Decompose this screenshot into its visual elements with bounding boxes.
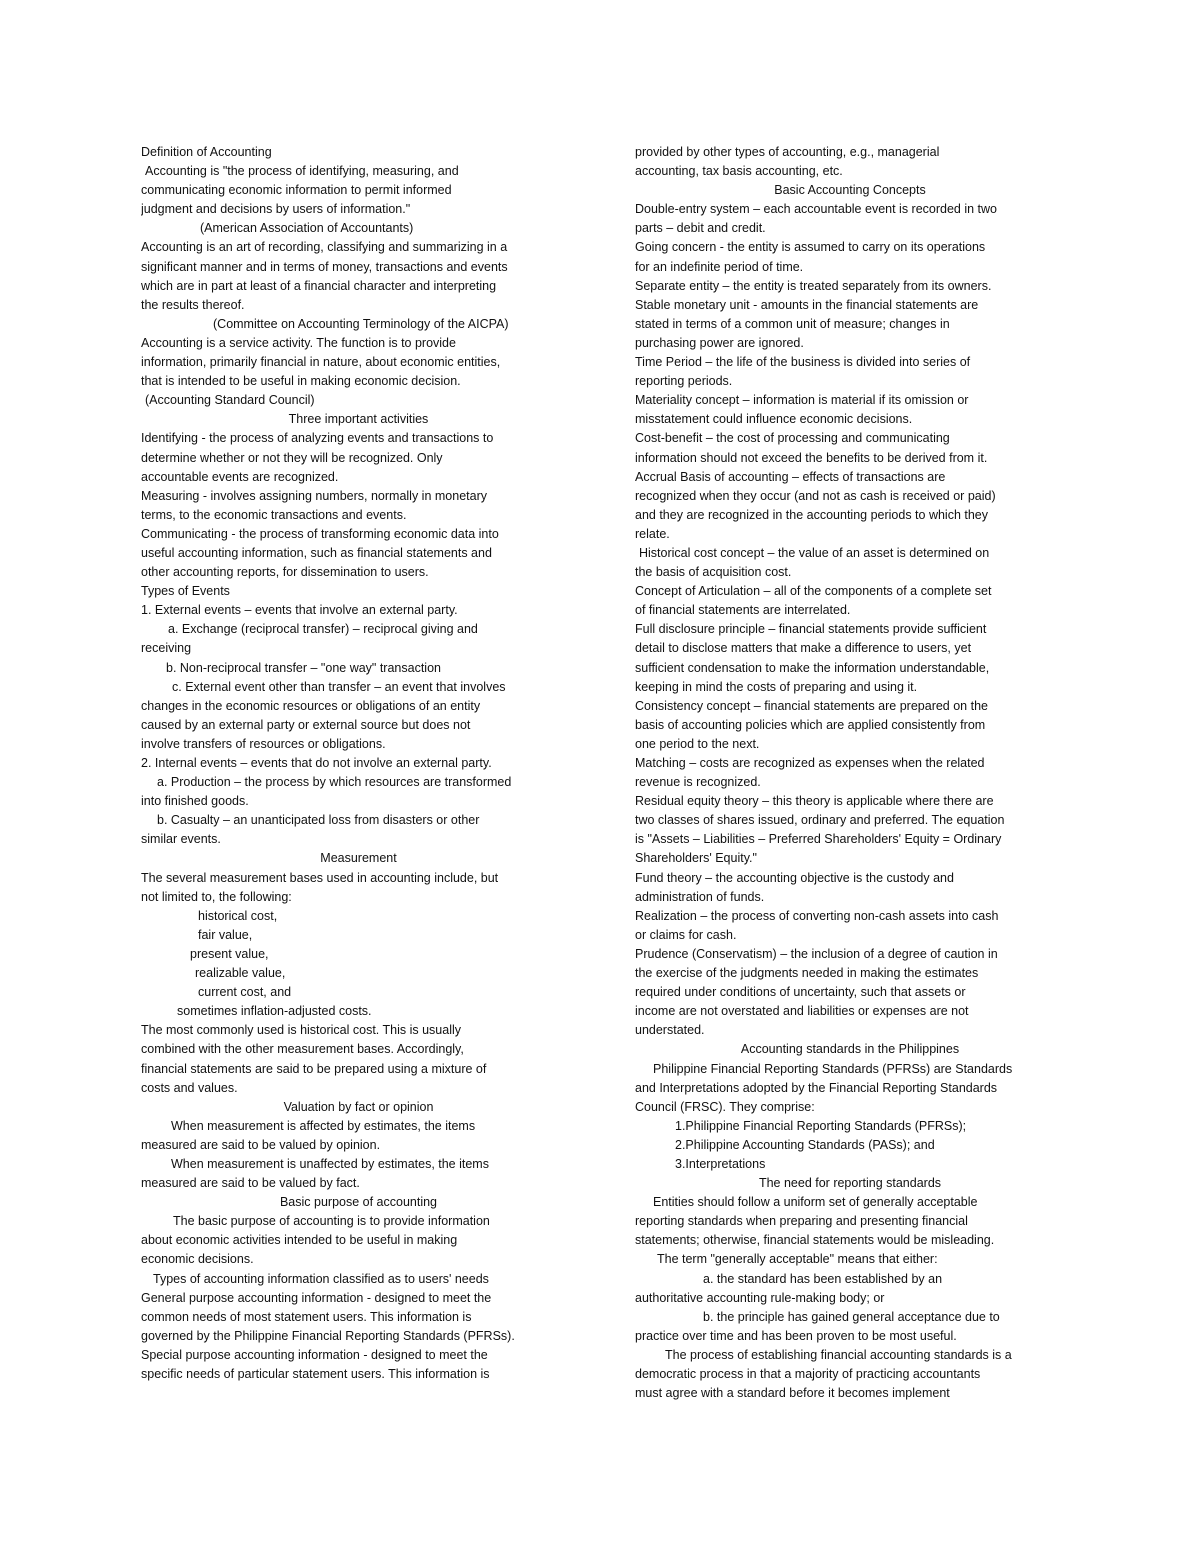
concept-definition: Historical cost concept – the value of an asset is determined on xyxy=(639,545,990,560)
text-line: specific needs of particular statement users. This information is xyxy=(141,1367,490,1381)
text-line: relate. xyxy=(635,526,670,541)
section-heading: Three important activities xyxy=(288,412,429,427)
concept-definition: Double-entry system – each accountable event is recorded in two xyxy=(635,202,997,217)
text-line: Measuring - involves assigning numbers, normally in monetary xyxy=(141,488,487,503)
text-line: The term "generally acceptable" means that either: xyxy=(657,1252,938,1267)
section-heading: Basic Accounting Concepts xyxy=(774,183,926,198)
list-item: sometimes inflation-adjusted costs. xyxy=(177,1004,372,1019)
text-line: judgment and decisions by users of information." xyxy=(141,202,411,217)
text-line: reporting standards when preparing and presenting financial xyxy=(635,1214,968,1229)
list-item: historical cost, xyxy=(198,908,278,923)
section-heading: Basic purpose of accounting xyxy=(279,1195,438,1210)
list-item: realizable value, xyxy=(195,966,286,981)
text-line: a. Exchange (reciprocal transfer) – reciprocal giving and xyxy=(168,622,478,637)
text-line: Communicating - the process of transforming economic data into xyxy=(141,526,499,541)
text-line: accounting, tax basis accounting, etc. xyxy=(635,164,843,179)
list-item: present value, xyxy=(190,946,269,961)
section-heading: Types of Events xyxy=(141,584,230,599)
text-line: is "Assets – Liabilities – Preferred Shareholders' Equity = Ordinary xyxy=(635,832,1002,847)
text-line: The basic purpose of accounting is to provide information xyxy=(173,1214,490,1229)
text-line: c. External event other than transfer – an event that involves xyxy=(172,679,506,694)
text-line: 2. Internal events – events that do not involve an external party. xyxy=(141,756,492,770)
text-line: practice over time and has been proven to be most useful. xyxy=(635,1328,957,1343)
concept-definition: Realization – the process of converting non-cash assets into cash xyxy=(635,908,999,923)
concept-definition: Fund theory – the accounting objective is the custody and xyxy=(635,870,954,885)
concept-definition: Prudence (Conservatism) – the inclusion of a degree of caution in xyxy=(635,946,998,961)
concept-definition: Accrual Basis of accounting – effects of transactions are xyxy=(635,469,946,484)
text-line: and Interpretations adopted by the Financial Reporting Standards xyxy=(635,1080,998,1095)
text-line: involve transfers of resources or obligations. xyxy=(141,736,386,751)
text-line: accountable events are recognized. xyxy=(141,469,339,484)
section-heading: The need for reporting standards xyxy=(758,1176,942,1191)
text-line: authoritative accounting rule-making body; or xyxy=(635,1290,885,1305)
text-line: measured are said to be valued by fact. xyxy=(141,1176,360,1191)
text-line: of financial statements are interrelated. xyxy=(635,603,851,618)
text-line: the exercise of the judgments needed in making the estimates xyxy=(635,966,979,981)
text-line: one period to the next. xyxy=(635,736,760,751)
citation: (American Association of Accountants) xyxy=(200,221,414,236)
text-line: Accounting is an art of recording, classifying and summarizing in a xyxy=(141,240,508,255)
citation: (Committee on Accounting Terminology of the AICPA) xyxy=(213,316,509,331)
text-line: 1. External events – events that involve an external party. xyxy=(141,603,458,618)
text-line: Shareholders' Equity." xyxy=(635,851,757,866)
text-line: administration of funds. xyxy=(635,889,765,904)
text-line: determine whether or not they will be recognized. Only xyxy=(141,450,443,465)
text-line: communicating economic information to permit informed xyxy=(141,183,452,198)
text-line: that is intended to be useful in making economic decision. xyxy=(141,374,461,389)
list-item: 1.Philippine Financial Reporting Standards (PFRSs); xyxy=(675,1118,967,1133)
text-line: Accounting is "the process of identifying, measuring, and xyxy=(145,164,459,179)
text-line: statements; otherwise, financial statements would be misleading. xyxy=(635,1233,995,1248)
text-line: detail to disclose matters that make a difference to users, yet xyxy=(635,641,972,656)
citation: (Accounting Standard Council) xyxy=(145,393,315,408)
concept-definition: Materiality concept – information is material if its omission or xyxy=(635,393,969,408)
list-item: fair value, xyxy=(198,927,253,942)
text-line: Philippine Financial Reporting Standards (PFRSs) are Standards xyxy=(653,1061,1013,1076)
text-line: provided by other types of accounting, e.g., managerial xyxy=(635,145,940,159)
concept-definition: Full disclosure principle – financial statements provide sufficient xyxy=(635,622,987,637)
concept-definition: Stable monetary unit - amounts in the financial statements are xyxy=(635,297,979,312)
text-line: financial statements are said to be prepared using a mixture of xyxy=(141,1061,487,1076)
text-line: democratic process in that a majority of practicing accountants xyxy=(635,1367,981,1381)
list-item: b. the principle has gained general acceptance due to xyxy=(703,1309,1000,1324)
text-line: other accounting reports, for dissemination to users. xyxy=(141,565,429,580)
text-line: receiving xyxy=(141,641,192,656)
text-line: The process of establishing financial accounting standards is a xyxy=(665,1347,1012,1362)
text-line: understated. xyxy=(635,1023,705,1038)
text-line: keeping in mind the costs of preparing and using it. xyxy=(635,679,918,694)
text-line: information should not exceed the benefits to be derived from it. xyxy=(635,450,988,465)
text-line: governed by the Philippine Financial Reporting Standards (PFRSs). xyxy=(141,1328,515,1343)
text-line: about economic activities intended to be useful in making xyxy=(141,1233,458,1248)
text-line: and they are recognized in the accounting periods to which they xyxy=(635,507,989,522)
text-line: information, primarily financial in nature, about economic entities, xyxy=(141,355,501,370)
concept-definition: Concept of Articulation – all of the components of a complete set xyxy=(635,584,992,599)
text-line: reporting periods. xyxy=(635,374,733,389)
text-line: Accounting is a service activity. The function is to provide xyxy=(141,335,456,350)
right-column xyxy=(635,143,1065,1403)
text-line: required under conditions of uncertainty, such that assets or xyxy=(635,985,966,1000)
concept-definition: Cost-benefit – the cost of processing and communicating xyxy=(635,431,950,446)
section-heading: Types of accounting information classified as to users' needs xyxy=(153,1271,489,1286)
text-line: Identifying - the process of analyzing events and transactions to xyxy=(141,431,494,446)
text-line: General purpose accounting information - designed to meet the xyxy=(141,1290,492,1305)
list-item: current cost, and xyxy=(198,985,292,1000)
section-heading: Accounting standards in the Philippines xyxy=(740,1042,960,1057)
text-line: must agree with a standard before it becomes implement xyxy=(635,1386,950,1401)
concept-definition: Matching – costs are recognized as expenses when the related xyxy=(635,756,985,770)
text-line: Entities should follow a uniform set of generally acceptable xyxy=(653,1195,978,1210)
left-column xyxy=(141,143,576,1384)
text-line: significant manner and in terms of money, transactions and events xyxy=(141,259,508,274)
text-line: The several measurement bases used in accounting include, but xyxy=(141,870,499,885)
text-line: When measurement is unaffected by estimates, the items xyxy=(171,1156,489,1171)
text-line: the basis of acquisition cost. xyxy=(635,565,792,580)
text-line: two classes of shares issued, ordinary and preferred. The equation xyxy=(635,813,1005,828)
section-heading: Measurement xyxy=(320,851,397,866)
text-line: for an indefinite period of time. xyxy=(635,259,804,274)
text-line: income are not overstated and liabilities or expenses are not xyxy=(635,1004,969,1019)
text-line: a. Production – the process by which resources are transformed xyxy=(157,775,512,790)
text-line: stated in terms of a common unit of measure; changes in xyxy=(635,316,950,331)
concept-definition: Consistency concept – financial statements are prepared on the xyxy=(635,698,988,713)
text-line: misstatement could influence economic decisions. xyxy=(635,412,913,427)
text-line: costs and values. xyxy=(141,1080,238,1095)
text-line: The most commonly used is historical cost. This is usually xyxy=(141,1023,462,1038)
list-item: 2.Philippine Accounting Standards (PASs); and xyxy=(675,1137,935,1152)
text-line: sufficient condensation to make the information understandable, xyxy=(635,660,990,675)
concept-definition: Going concern - the entity is assumed to carry on its operations xyxy=(635,240,986,255)
text-line: or claims for cash. xyxy=(635,927,737,942)
text-line: Special purpose accounting information - designed to meet the xyxy=(141,1347,488,1362)
text-line: measured are said to be valued by opinion. xyxy=(141,1137,381,1152)
text-line: b. Casualty – an unanticipated loss from disasters or other xyxy=(157,813,480,828)
text-line: not limited to, the following: xyxy=(141,889,292,904)
text-line: revenue is recognized. xyxy=(635,775,761,790)
text-line: purchasing power are ignored. xyxy=(635,335,804,350)
list-item: 3.Interpretations xyxy=(675,1156,766,1171)
text-line: caused by an external party or external source but does not xyxy=(141,717,471,732)
text-line: terms, to the economic transactions and events. xyxy=(141,507,407,522)
text-line: parts – debit and credit. xyxy=(635,221,766,236)
text-line: basis of accounting policies which are applied consistently from xyxy=(635,717,986,732)
text-line: similar events. xyxy=(141,832,221,847)
text-line: into finished goods. xyxy=(141,794,249,809)
text-line: When measurement is affected by estimates, the items xyxy=(171,1118,476,1133)
text-line: changes in the economic resources or obligations of an entity xyxy=(141,698,481,713)
text-line: Council (FRSC). They comprise: xyxy=(635,1099,815,1114)
text-line: recognized when they occur (and not as cash is received or paid) xyxy=(635,488,996,503)
section-title: Definition of Accounting xyxy=(141,145,272,159)
list-item: a. the standard has been established by an xyxy=(703,1271,943,1286)
text-line: the results thereof. xyxy=(141,297,245,312)
concept-definition: Time Period – the life of the business is divided into series of xyxy=(635,355,971,370)
text-line: combined with the other measurement bases. Accordingly, xyxy=(141,1042,464,1057)
concept-definition: Separate entity – the entity is treated separately from its owners. xyxy=(635,278,992,293)
section-heading: Valuation by fact or opinion xyxy=(283,1099,434,1114)
text-line: which are in part at least of a financial character and interpreting xyxy=(141,278,497,293)
text-line: common needs of most statement users. This information is xyxy=(141,1309,472,1324)
concept-definition: Residual equity theory – this theory is applicable where there are xyxy=(635,794,994,809)
text-line: economic decisions. xyxy=(141,1252,254,1267)
text-line: b. Non-reciprocal transfer – "one way" transaction xyxy=(166,660,441,675)
text-line: useful accounting information, such as financial statements and xyxy=(141,545,492,560)
